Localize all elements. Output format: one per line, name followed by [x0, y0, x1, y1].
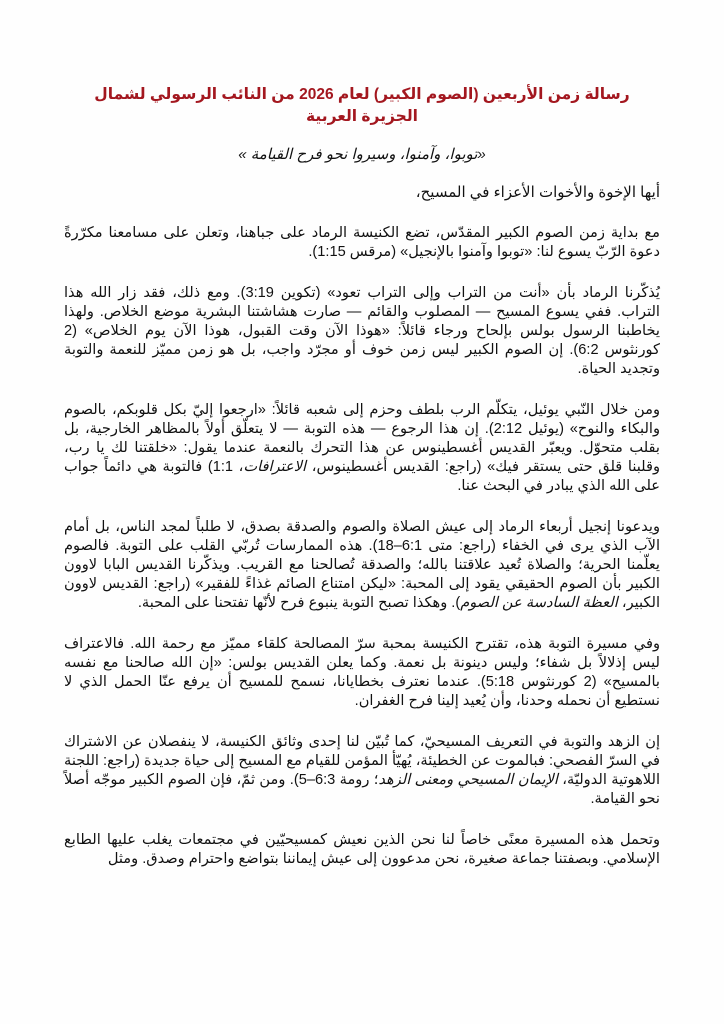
- paragraph-3-italic-citation: الاعترافات: [243, 459, 307, 475]
- paragraph-5: وفي مسيرة التوبة هذه، تقترح الكنيسة بمحبة سرّ المصالحة كلقاء مميّز مع رحمة الله. فالاعتراف ليس إذلالاً بل شفاء؛ وليس دينونة بل نعمة. وكما يعلن القديس بولس: «إن الله صالحنا مع نفسه بالمسيح» (2 كورنثوس 5:18). عندما نعترف بخطايانا، نسمح للمسيح أن يرفع عنّا الحمل الذي لا نستطيع أن نحمله وحدنا، وأن يُعيد إلينا فرح الغفران.: [64, 636, 660, 709]
- paragraph-6-italic-citation: الإيمان المسيحي ومعنى الزهد: [378, 772, 558, 788]
- paragraph-6: [64, 733, 660, 809]
- paragraph-2: يُذكّرنا الرماد بأن «أنت من التراب وإلى التراب تعود» (تكوين 3:19). ومع ذلك، فقد زار الله هذا التراب. ففي يسوع المسيح — المصلوب والقائم — صارت هشاشتنا البشرية موضع الخلاص. ولهذا يخاطبنا الرسول بولس بإلحاح ورجاء قائلاً: «هوذا الآن وقت القبول، هوذا الآن يوم الخلاص» (2 كورنثوس 6:2). إن الصوم الكبير ليس زمن خوف أو مجرّد واجب، بل هو زمن مميّز للنعمة والتوبة وتجديد الحياة.: [64, 285, 660, 377]
- letter-title: رسالة زمن الأربعين (الصوم الكبير) لعام 2026 من النائب الرسولي لشمال الجزيرة العربية: [94, 86, 630, 125]
- paragraph-4-italic-citation: العظة السادسة عن الصوم: [460, 595, 618, 611]
- paragraph-4-text-after: ). وهكذا تصبح التوبة ينبوع فرح لأنّها تفتحنا على المحبة.: [137, 595, 461, 611]
- letter-body: [64, 84, 660, 869]
- letter-subtitle: «توبوا، وآمنوا، وسيروا نحو فرح القيامة »: [238, 146, 486, 163]
- salutation: أيها الإخوة والأخوات الأعزاء في المسيح،: [415, 184, 660, 201]
- paragraph-7: وتحمل هذه المسيرة معنًى خاصاً لنا نحن الذين نعيش كمسيحيّين في مجتمعات يغلب عليها الطابع الإسلامي. وبصفتنا جماعة صغيرة، نحن مدعوون إلى عيش إيماننا بتواضع واحترام وصدق. ومثل: [64, 832, 660, 867]
- paragraph-3: [64, 401, 660, 496]
- paragraph-6-text-after: ؛ رومة 6:3–5). ومن ثمّ، فإن الصوم الكبير موجّه أصلاً نحو القيامة.: [64, 772, 660, 807]
- paragraph-3-text-after: ، 1:1) فالتوبة هي دائماً جواب على الله الذي يبادر في البحث عنا.: [64, 459, 660, 494]
- paragraph-6-text-before: إن الزهد والتوبة في التعريف المسيحيّ، كما تُبيّن لنا إحدى وثائق الكنيسة، لا ينفصلان عن الاشتراك في السرّ الفصحي: فبالموت عن الخطيئة، يُهيّأ المؤمن للقيام مع المسيح إلى حياة جديدة (راجع: اللجنة اللاهوتية الدوليّة،: [64, 734, 660, 788]
- paragraph-1: مع بداية زمن الصوم الكبير المقدّس، تضع الكنيسة الرماد على جباهنا، وتعلن على مسامعنا مكرّرةً دعوة الرّبّ يسوع لنا: «توبوا وآمنوا بالإنجيل» (مرقس 1:15).: [64, 225, 660, 260]
- paragraph-3-text-before: ومن خلال النّبي يوئيل، يتكلّم الرب بلطف وحزم إلى شعبه قائلاً: «ارجعوا إليّ بكل قلوبكم، بالصوم والبكاء والنوح» (يوئيل 2:12). إن هذا الرجوع — هذه التوبة — لا يتعلّق أولاً بالمظاهر الخارجية، بل بقلب متحوّل. ويعبّر القديس أغسطينوس عن هذا التحرك بالنعمة عندما يقول: «خلقتنا لك يا رب، وقلبنا قلق حتى يستقر فيك» (راجع: القديس أغسطينوس،: [64, 402, 661, 475]
- paragraph-4-text-before: ويدعونا إنجيل أربعاء الرماد إلى عيش الصلاة والصوم والصدقة بصدق، لا طلباً لمجد الناس، بل أمام الآب الذي يرى في الخفاء (راجع: متى 6:1–18). هذه الممارسات تُربّي القلب على التوبة. فالصوم يعلّمنا الحرية؛ والصلاة تُعيد علاقتنا بالله؛ والصدقة تُصالحنا مع القريب. ويذكّرنا القديس البابا لاوون الكبير بأن الصوم الحقيقي يقود إلى المحبة: «ليكن امتناع الصائم غذاءً للفقير» (راجع: القديس لاوون الكبير،: [64, 519, 660, 611]
- paragraph-4: [64, 518, 660, 613]
